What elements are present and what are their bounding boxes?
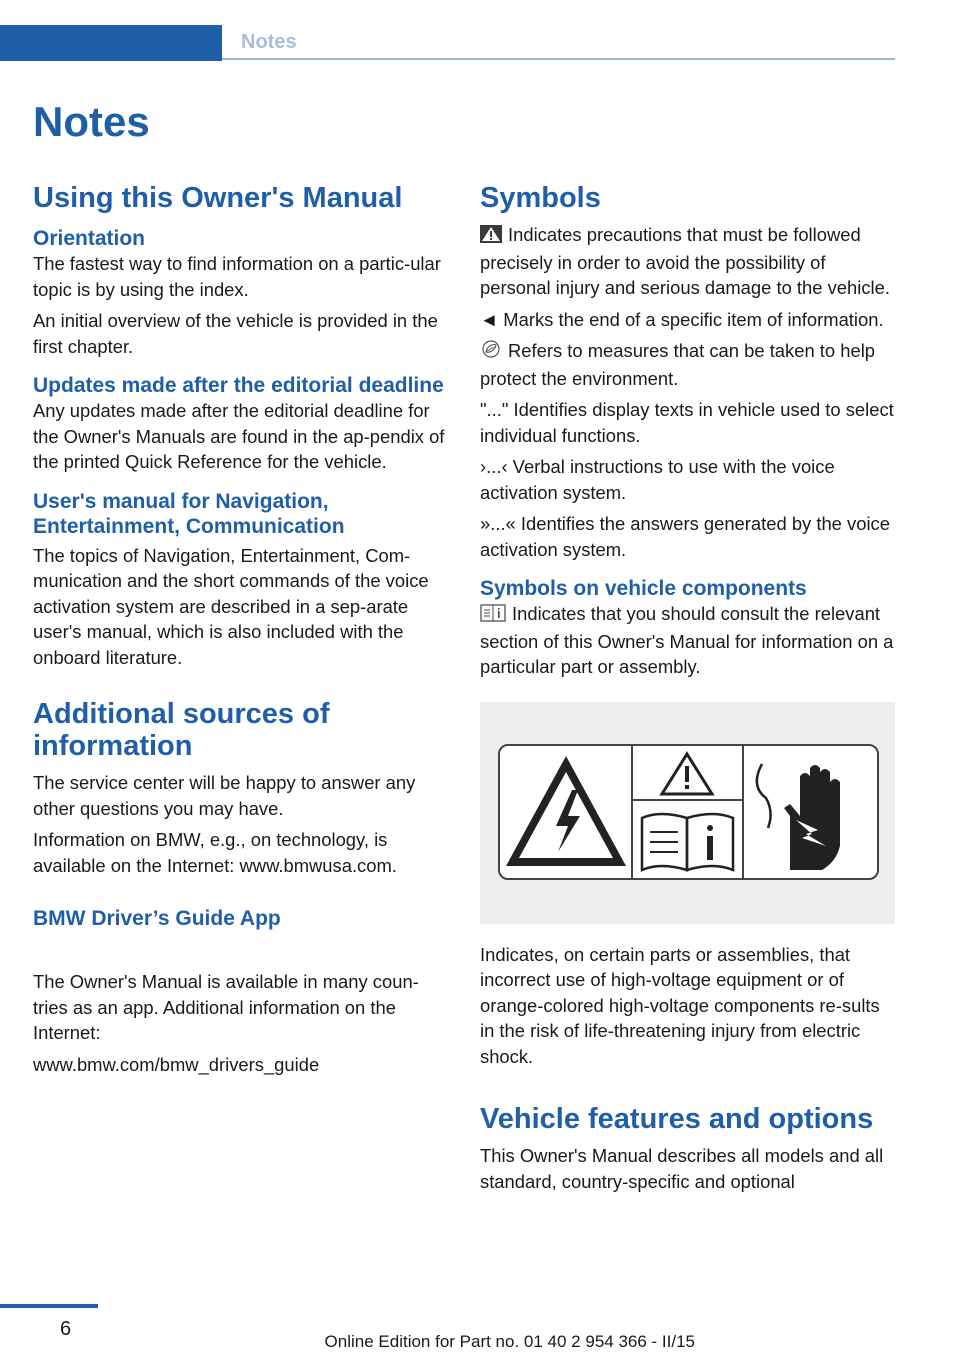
paragraph-navigation-manual: The topics of Navigation, Entertainment, Com‐munication and the short commands of the voice activation system are described in a sep‐arate user's manual, which is also included with the onboard literature. [33,544,429,668]
paragraph-vehicle-features: This Owner's Manual describes all models and all standard, country-specific and optional [480,1145,884,1192]
heading-updates: Updates made after the editorial deadline [33,374,444,397]
warning-symbol-text: Indicates precautions that must be followed precisely in order to avoid the possibility of personal injury and serious damage to the vehicle. [480,224,890,298]
paragraph-display-texts: "..." Identifies display texts in vehicle used to select individual functions. [480,399,894,446]
heading-vehicle-components: Symbols on vehicle components [480,577,807,600]
page-title: Notes [33,98,150,145]
heading-orientation: Orientation [33,227,146,250]
heading-drivers-guide-app: BMW Driver’s Guide App [33,907,281,930]
manual-book-icon [480,603,506,629]
paragraph-orientation-2: An initial overview of the vehicle is provided in the first chapter. [33,310,438,357]
paragraph-environment-symbol [480,338,895,391]
paragraph-voice-answers: »...« Identifies the answers generated by the voice activation system. [480,513,890,560]
paragraph-verbal-instructions: ›...‹ Verbal instructions to use with the voice activation system. [480,456,835,503]
header-rule [222,58,895,60]
paragraph-updates: Any updates made after the editorial deadline for the Owner's Manuals are found in the ap‐pendix of the printed Quick Reference for the vehicle. [33,400,445,472]
heading-additional-sources: Additional sources of information [33,698,330,762]
environment-symbol-text: Refers to measures that can be taken to help protect the environment. [480,340,876,389]
heading-using-manual: Using this Owner's Manual [33,182,403,214]
right-column [480,182,895,1194]
heading-symbols: Symbols [480,182,601,214]
left-column [33,182,448,1077]
paragraph-drivers-guide-app: The Owner's Manual is available in many coun‐tries as an app. Additional information on the Internet: [33,971,419,1043]
warning-triangle-icon [480,224,502,250]
environment-leaf-icon [480,339,502,366]
header-section-title: Notes [241,31,297,53]
paragraph-additional-1: The service center will be happy to answer any other questions you may have. [33,772,416,819]
heading-vehicle-features: Vehicle features and options [480,1103,874,1135]
high-voltage-label-icon [498,744,879,880]
paragraph-orientation-1: The fastest way to find information on a partic‐ular topic is by using the index. [33,253,441,300]
footer-edition-text: Online Edition for Part no. 01 40 2 954 366 - II/15 [324,1332,695,1351]
paragraph-additional-2: Information on BMW, e.g., on technology, is available on the Internet: www.bmwusa.com. [33,829,397,876]
header-color-bar [0,25,222,61]
heading-navigation-manual: User's manual for Navigation, Entertainment, Communication [33,489,345,538]
paragraph-high-voltage: Indicates, on certain parts or assemblies, that incorrect use of high-voltage equipment or of orange-colored high-voltage components re‐sults in the risk of life-threatening injury from electric shock. [480,943,880,1067]
paragraph-warning-symbol [480,222,895,301]
paragraph-components [480,601,895,680]
high-voltage-label-figure [480,702,895,924]
page-number: 6 [60,1318,72,1340]
paragraph-end-marker: ◄ Marks the end of a specific item of information. [480,308,884,330]
footer-rule [0,1304,98,1308]
components-symbol-text: Indicates that you should consult the relevant section of this Owner's Manual for information on a particular part or assembly. [480,603,894,677]
paragraph-app-url: www.bmw.com/bmw_drivers_guide [33,1053,320,1075]
